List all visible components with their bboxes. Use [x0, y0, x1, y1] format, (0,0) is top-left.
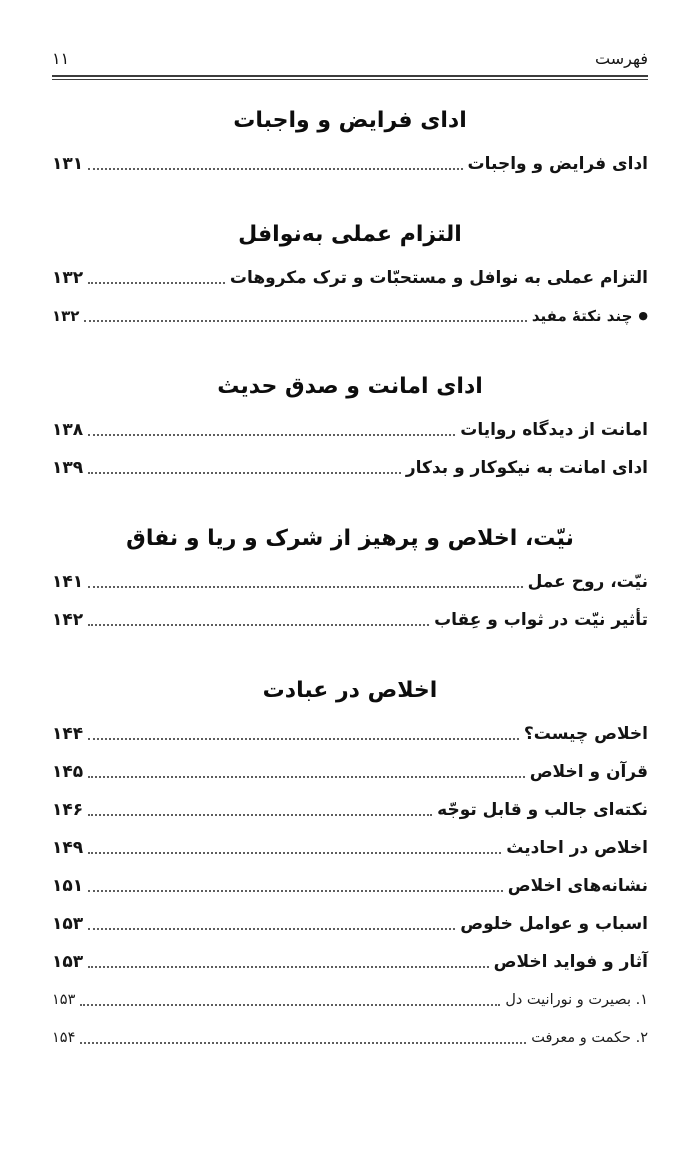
toc-section	[52, 524, 648, 634]
toc-subentry	[52, 1024, 648, 1052]
dotted-leader	[80, 1004, 500, 1006]
dotted-leader	[88, 472, 401, 474]
toc-entry-page: ۱۴۹	[52, 838, 84, 858]
toc-entry-page: ۱۳۱	[52, 154, 84, 174]
dotted-leader	[88, 586, 522, 588]
dotted-leader	[88, 852, 501, 854]
toc-entry-page: ۱۳۲	[52, 268, 84, 288]
toc-entry	[52, 720, 648, 748]
toc-entry-page: ۱۳۸	[52, 420, 84, 440]
toc-entry	[52, 416, 648, 444]
section-heading: اخلاص در عبادت	[262, 678, 438, 703]
toc-entry-title: چند نکتهٔ مفید	[531, 307, 633, 325]
header-title: فهرست	[595, 49, 648, 68]
section-heading: نیّت، اخلاص و پرهیز از شرک و ریا و نفاق	[126, 526, 574, 551]
toc-entry-title: ادای فرایض و واجبات	[467, 154, 648, 174]
toc-section	[52, 676, 648, 1052]
dotted-leader	[88, 928, 455, 930]
toc-entry-title: اخلاص چیست؟	[523, 724, 648, 744]
running-header	[52, 44, 648, 68]
dotted-leader	[88, 776, 525, 778]
toc-entry-page: ۱۴۵	[52, 762, 84, 782]
toc-entry-page: ۱۴۶	[52, 800, 84, 820]
dotted-leader	[88, 434, 455, 436]
toc-entry-page: ۱۵۱	[52, 876, 84, 896]
toc-entry-title: اخلاص در احادیث	[506, 838, 648, 858]
bullet-icon: ●	[638, 308, 648, 322]
toc-entry-title: نکته‌ای جالب و قابل توجّه	[437, 800, 648, 820]
toc-entry	[52, 568, 648, 596]
toc-entry	[52, 606, 648, 634]
header-page-number: ۱۱	[52, 49, 70, 68]
toc-entry-page: ۱۳۲	[52, 307, 80, 325]
section-heading: ادای فرایض و واجبات	[233, 108, 467, 133]
toc-entry-title: ادای امانت به نیکوکار و بدکار	[405, 458, 648, 478]
toc-entry-title: اسباب و عوامل خلوص	[460, 914, 648, 934]
dotted-leader	[88, 738, 519, 740]
toc-entry	[52, 910, 648, 938]
toc-entry-page: ۱۴۲	[52, 610, 84, 630]
toc-entry	[52, 264, 648, 292]
toc-entry-page: ۱۴۴	[52, 724, 84, 744]
toc-entry	[52, 454, 648, 482]
toc-section	[52, 220, 648, 330]
toc-entry-page: ۱۴۱	[52, 572, 84, 592]
toc-section	[52, 372, 648, 482]
dotted-leader	[88, 890, 503, 892]
toc-entry-page: ۱۵۳	[52, 992, 76, 1008]
toc-entry-title: التزام عملی به نوافل و مستحبّات و ترک مکروهات	[229, 268, 648, 288]
dotted-leader	[88, 282, 225, 284]
toc-entry-title: قرآن و اخلاص	[529, 762, 648, 782]
toc-entry-page: ۱۵۳	[52, 914, 84, 934]
toc-entry-title: امانت از دیدگاه روایات	[460, 420, 648, 440]
section-heading: التزام عملی به‌نوافل	[238, 222, 462, 247]
toc-entry-page: ۱۵۴	[52, 1030, 76, 1046]
toc-entry	[52, 872, 648, 900]
dotted-leader	[88, 168, 462, 170]
toc-entry	[52, 948, 648, 976]
toc-entry-title: نشانه‌های اخلاص	[507, 876, 648, 896]
dotted-leader	[88, 814, 432, 816]
dotted-leader	[84, 320, 526, 322]
header-double-rule	[52, 75, 648, 80]
toc-entry	[52, 302, 648, 330]
toc-entry	[52, 834, 648, 862]
toc-entry-page: ۱۵۳	[52, 952, 84, 972]
toc-entry	[52, 758, 648, 786]
toc-entry	[52, 150, 648, 178]
dotted-leader	[88, 966, 488, 968]
toc-entry	[52, 796, 648, 824]
toc-entry-page: ۱۳۹	[52, 458, 84, 478]
toc-entry-title: ۱. بصیرت و نورانیت دل	[505, 992, 648, 1008]
toc-entry-title: تأثیر نیّت در ثواب و عِقاب	[434, 610, 648, 630]
dotted-leader	[80, 1042, 526, 1044]
toc-subentry	[52, 986, 648, 1014]
toc-entry-title: نیّت، روح عمل	[527, 572, 648, 592]
section-heading: ادای امانت و صدق حدیث	[217, 374, 483, 399]
toc-section	[52, 106, 648, 178]
dotted-leader	[88, 624, 429, 626]
toc-entry-title: ۲. حکمت و معرفت	[531, 1030, 648, 1046]
toc-entry-title: آثار و فواید اخلاص	[493, 952, 648, 972]
